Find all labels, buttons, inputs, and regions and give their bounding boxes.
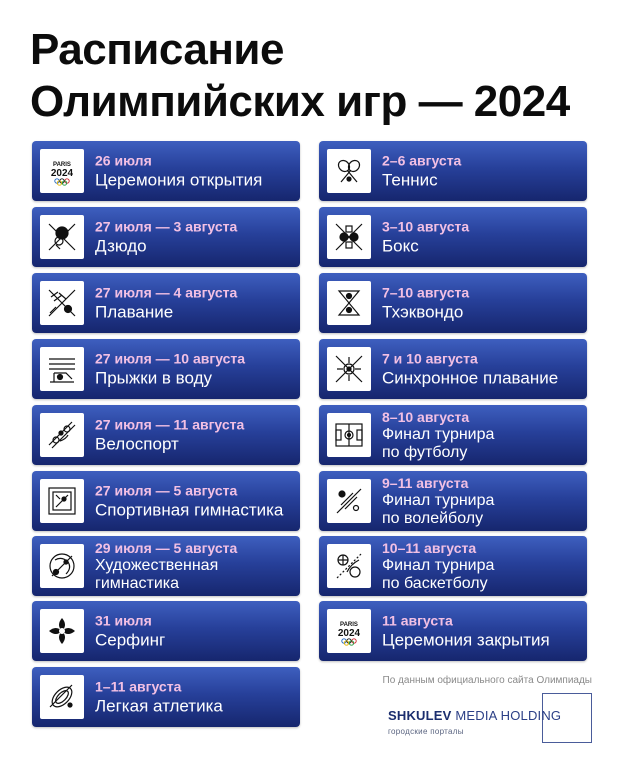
event-name: Велоспорт <box>95 434 179 454</box>
event-date: 27 июля — 4 августа <box>95 284 238 301</box>
event-name-line-1: Художественная <box>95 557 219 574</box>
event-date: 8–10 августа <box>382 409 470 425</box>
schedule-card-volleyball <box>319 471 587 531</box>
artistic-swimming-pictogram-icon <box>327 347 371 391</box>
event-date: 31 июля <box>95 612 152 629</box>
boxing-pictogram-icon <box>327 215 371 259</box>
rhythmic-gymnastics-pictogram-icon <box>40 544 84 588</box>
event-name: Спортивная гимнастика <box>95 500 284 520</box>
schedule-card-basketball <box>319 536 587 596</box>
schedule-card-closing-ceremony <box>319 601 587 661</box>
event-name-line-1: Финал турнира <box>382 492 495 509</box>
event-name: Плавание <box>95 302 174 322</box>
event-name-line-2: гимнастика <box>95 575 180 592</box>
schedule-card-judo <box>32 207 300 267</box>
cycling-pictogram-icon <box>40 413 84 457</box>
schedule-card-opening-ceremony <box>32 141 300 201</box>
schedule-card-surfing <box>32 601 300 661</box>
schedule-card-rhythmic-gymnastics <box>32 536 300 596</box>
gymnastics-pictogram-icon <box>40 479 84 523</box>
page-title-line-2: Олимпийских игр — 2024 <box>30 77 570 126</box>
svg-text:2024: 2024 <box>50 168 74 179</box>
schedule-card-athletics <box>32 667 300 727</box>
svg-text:PARIS: PARIS <box>340 622 358 628</box>
event-name: Церемония открытия <box>95 170 263 190</box>
event-name-line-1: Финал турнира <box>382 426 495 443</box>
tennis-pictogram-icon <box>327 149 371 193</box>
event-date: 27 июля — 10 августа <box>95 350 246 367</box>
event-date: 7 и 10 августа <box>382 350 478 367</box>
taekwondo-pictogram-icon <box>327 281 371 325</box>
schedule-card-cycling <box>32 405 300 465</box>
event-date: 11 августа <box>382 612 453 629</box>
event-name-line-2: по баскетболу <box>382 575 488 592</box>
schedule-card-gymnastics <box>32 471 300 531</box>
event-name: Бокс <box>382 236 419 256</box>
volleyball-pictogram-icon <box>327 479 371 523</box>
svg-text:2024: 2024 <box>337 628 361 639</box>
event-date: 10–11 августа <box>382 540 477 556</box>
schedule-card-taekwondo <box>319 273 587 333</box>
source-note: По данным официального сайта Олимпиады <box>382 675 592 686</box>
athletics-pictogram-icon <box>40 675 84 719</box>
basketball-pictogram-icon <box>327 544 371 588</box>
event-date: 27 июля — 5 августа <box>95 482 238 499</box>
event-date: 2–6 августа <box>382 152 462 169</box>
swimming-pictogram-icon <box>40 281 84 325</box>
football-pictogram-icon <box>327 413 371 457</box>
event-date: 7–10 августа <box>382 284 470 301</box>
event-name: Дзюдо <box>95 236 147 256</box>
surfing-pictogram-icon <box>40 609 84 653</box>
diving-pictogram-icon <box>40 347 84 391</box>
event-date: 1–11 августа <box>95 678 182 695</box>
paris-2024-logo <box>327 609 371 653</box>
judo-pictogram-icon <box>40 215 84 259</box>
page-title <box>30 24 610 128</box>
brand-name <box>388 708 561 723</box>
event-date: 27 июля — 11 августа <box>95 416 245 433</box>
brand-tagline: городские порталы <box>388 727 464 736</box>
event-name: Легкая атлетика <box>95 696 223 716</box>
event-date: 26 июля <box>95 152 152 169</box>
page-title-line-1: Расписание <box>30 25 284 74</box>
schedule-card-tennis <box>319 141 587 201</box>
schedule-card-artistic-swimming <box>319 339 587 399</box>
event-name-line-2: по волейболу <box>382 510 484 527</box>
schedule-card-boxing <box>319 207 587 267</box>
paris-2024-logo <box>40 149 84 193</box>
schedule-card-football <box>319 405 587 465</box>
event-name-line-1: Финал турнира <box>382 557 495 574</box>
event-date: 3–10 августа <box>382 218 470 235</box>
event-name: Тхэквондо <box>382 302 464 322</box>
brand-name-light: MEDIA HOLDING <box>455 708 562 723</box>
brand-name-bold: SHKULEV <box>388 708 452 723</box>
event-date: 29 июля — 5 августа <box>95 540 238 556</box>
event-date: 27 июля — 3 августа <box>95 218 238 235</box>
schedule-card-diving <box>32 339 300 399</box>
event-name: Прыжки в воду <box>95 368 213 388</box>
event-date: 9–11 августа <box>382 475 469 491</box>
svg-text:PARIS: PARIS <box>53 162 71 168</box>
schedule-card-swimming <box>32 273 300 333</box>
brand-logo <box>386 693 592 743</box>
event-name-line-2: по футболу <box>382 444 468 461</box>
event-name: Церемония закрытия <box>382 630 550 650</box>
event-name: Синхронное плавание <box>382 368 559 388</box>
event-name: Серфинг <box>95 630 166 650</box>
event-name: Теннис <box>382 170 438 190</box>
